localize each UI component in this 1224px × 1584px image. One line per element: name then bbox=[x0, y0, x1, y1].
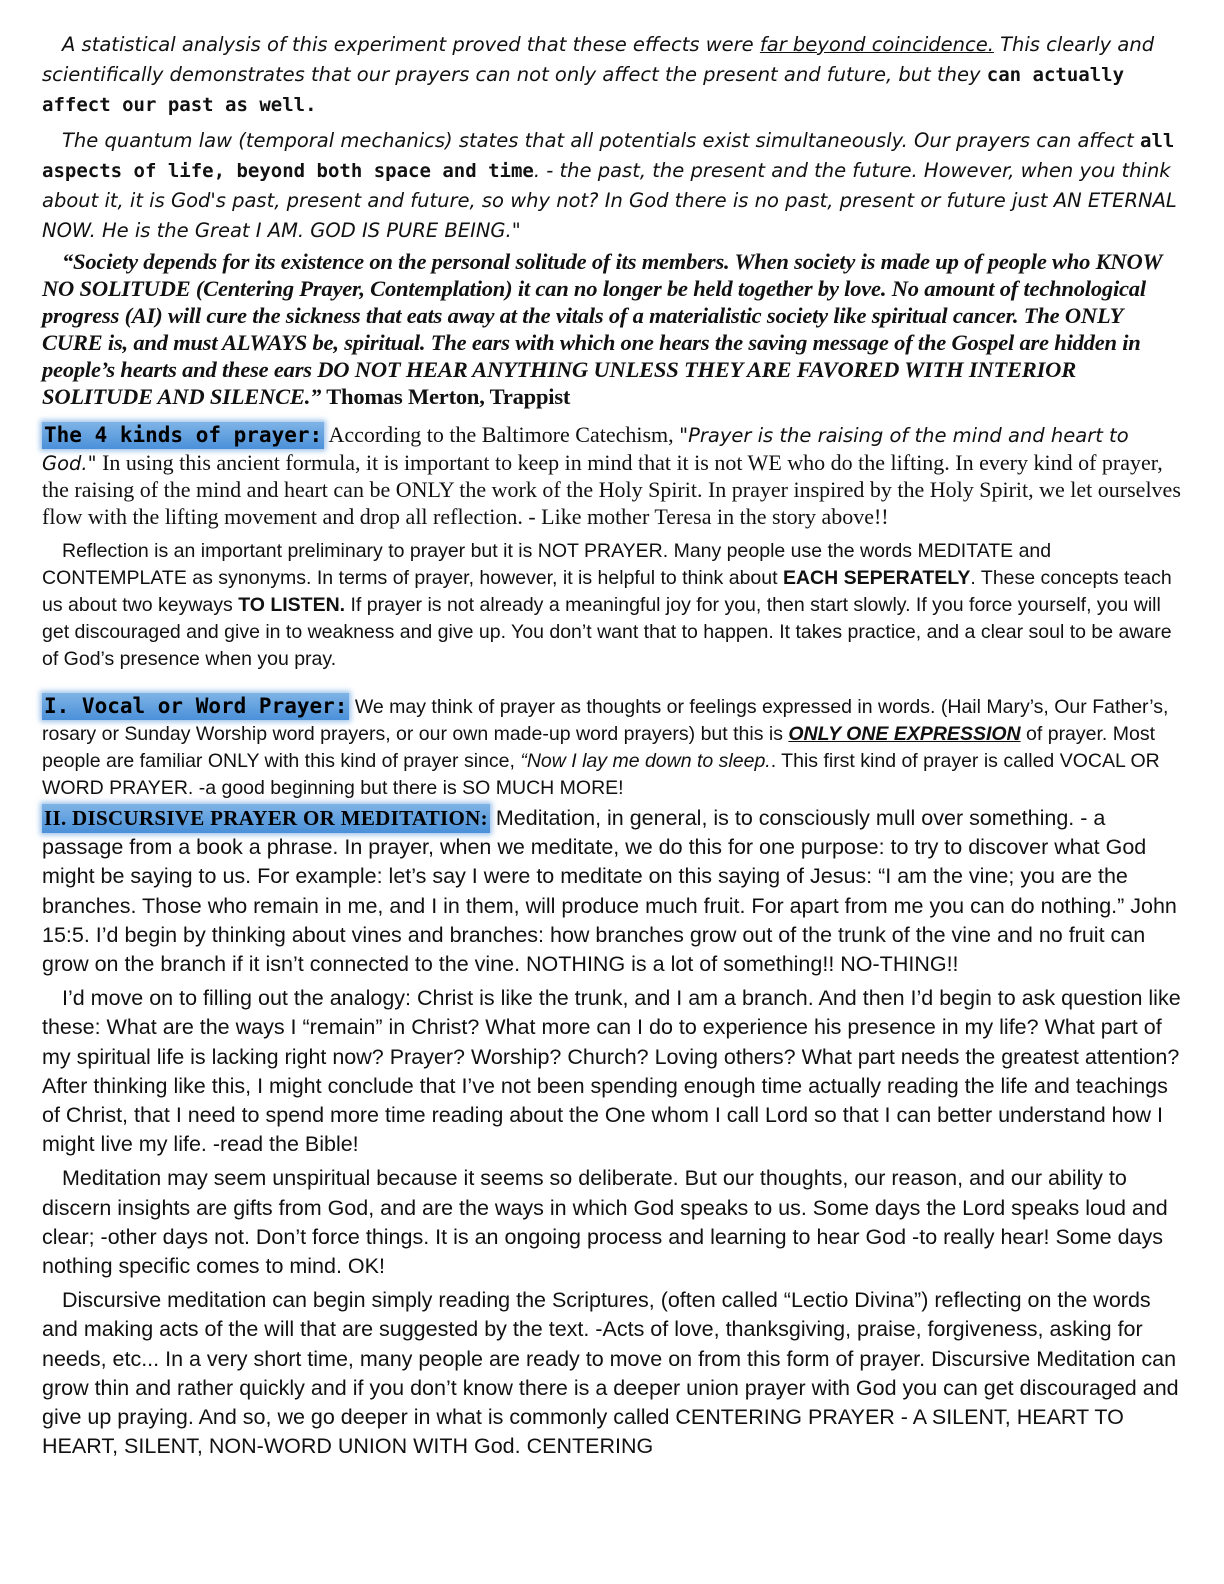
section-heading-four-kinds: The 4 kinds of prayer: bbox=[44, 423, 323, 447]
emphasis-text: ONLY ONE EXPRESSION bbox=[788, 723, 1021, 745]
quote-attribution: Thomas Merton, Trappist bbox=[321, 384, 571, 409]
catechism-quote: "Prayer is the raising of the mind and heart to God." bbox=[42, 424, 1129, 475]
underlined-text: far beyond coincidence. bbox=[759, 33, 994, 56]
document-page bbox=[42, 30, 1182, 1461]
text-span: . - the past, the present and the future. However, when you think about it, it is God's past, present and future, so why not? In God there is no past, present or future just AN ETERNAL NOW. He is the Great I AM. GOD IS PURE BEING." bbox=[42, 159, 1177, 242]
paragraph-four-kinds bbox=[42, 422, 1182, 530]
merton-quote bbox=[42, 248, 1182, 410]
bold-text: can actually affect our past as well bbox=[42, 64, 1125, 116]
bold-text: all aspects of life, beyond both space and time bbox=[42, 130, 1175, 182]
text-span: We may think of prayer as thoughts or feelings expressed in words. (Hail Mary’s, Our Father’s, rosary or Sunday Worship word prayers, or our own made-up word prayers) but this is bbox=[42, 696, 1169, 745]
bold-text: TO LISTEN. bbox=[238, 594, 346, 616]
text-span: According to the Baltimore Catechism, bbox=[324, 422, 680, 447]
text-span: This clearly and scientifically demonstrates that our prayers can not only affect the present and future, but they bbox=[42, 33, 1155, 86]
italic-quote: “Now I lay me down to sleep. bbox=[520, 750, 771, 772]
paragraph-quantum-law bbox=[42, 126, 1182, 246]
text-span: Reflection is an important preliminary to prayer but it is NOT PRAYER. Many people use the words MEDITATE and CONTEMPLATE as synonyms. In terms of prayer, however, it is helpful to think about bbox=[42, 540, 1052, 589]
paragraph-discursive-3: Meditation may seem unspiritual because it seems so deliberate. But our thoughts, our reason, and our ability to discern insights are gifts from God, and are the ways in which God speaks to us. Some days the Lord speaks loud and clear; -other days not. Don’t force things. It is an ongoing process and learning to hear God -to really hear! Some days nothing specific comes to mind. OK! bbox=[42, 1166, 1168, 1279]
text-span: . This first kind of prayer is called VOCAL OR WORD PRAYER. -a good beginning but there is SO MUCH MORE! bbox=[42, 750, 1160, 799]
paragraph-discursive-4: Discursive meditation can begin simply reading the Scriptures, (often called “Lectio Divina”) reflecting on the words and making acts of the will that are suggested by the text. -Acts of love, thanksgiving, praise, forgiveness, asking for needs, etc... In a very short time, many people are ready to move on from this form of prayer. Discursive Meditation can grow thin and rather quickly and if you don’t know there is a deeper union prayer with God you can get discouraged and give up praying. And so, we go deeper in what is commonly called CENTERING PRAYER - A SILENT, HEART TO HEART, SILENT, NON-WORD UNION WITH God. CENTERING bbox=[42, 1288, 1179, 1459]
text-span: The quantum law (temporal mechanics) states that all potentials exist simultaneously. Our prayers can affect bbox=[62, 129, 1141, 152]
text-span: of prayer. Most people are familiar ONLY with this kind of prayer since, bbox=[42, 723, 1156, 772]
bold-text: EACH SEPERATELY bbox=[782, 567, 971, 589]
text-span: If prayer is not already a meaningful joy for you, then start slowly. If you force yourself, you will get discouraged and give in to weakness and give up. You don’t want that to happen. It takes practice, and a clear soul to be aware of God’s presence when you pray. bbox=[42, 594, 1172, 670]
section-heading-vocal-prayer: I. Vocal or Word Prayer: bbox=[44, 694, 348, 718]
bold-text: . bbox=[305, 94, 317, 116]
paragraph-discursive-2: I’d move on to filling out the analogy: Christ is like the trunk, and I am a branch. And then I’d begin to ask question like these: What are the ways I “remain” in Christ? What more can I do to experience his presence in my life? What part of my spiritual life is lacking right now? Prayer? Worship? Church? Loving others? What part needs the greatest attention? After thinking like this, I might conclude that I’ve not been spending enough time actually reading the life and teachings of Christ, that I need to spend more time reading about the One whom I call Lord so that I can better understand how I might live my life. -read the Bible! bbox=[42, 986, 1181, 1157]
paragraph-statistical-analysis bbox=[42, 30, 1182, 120]
section-heading-discursive: II. DISCURSIVE PRAYER OR MEDITATION: bbox=[42, 804, 490, 833]
quote-text: “Society depends for its existence on the personal solitude of its members. When society is made up of people who KNOW NO SOLITUDE (Centering Prayer, Contemplation) it can no longer be held together by love. No amount of technological progress (AI) will cure the sickness that eats away at the vitals of a materialistic society like spiritual cancer. The ONLY CURE is, and must ALWAYS be, spiritual. The ears with which one hears the saving message of the Gospel are hidden in people’s hearts and these ears DO NOT HEAR ANYTHING UNLESS THEY ARE FAVORED WITH INTERIOR SOLITUDE AND SILENCE.” bbox=[42, 249, 1162, 409]
text-span: Meditation, in general, is to consciously mull over something. - a passage from a book a phrase. In prayer, when we meditate, we do this for one purpose: to try to discover what God might be saying to us. For example: let’s say I were to meditate on this saying of Jesus: “I am the vine; you are the branches. Those who remain in me, and I in them, will produce much fruit. For apart from me you can do nothing.” John 15:5. I’d begin by thinking about vines and branches: how branches grow out of the trunk of the vine and no fruit can grow on the branch if it isn’t connected to the vine. NOTHING is a lot of something!! NO-THING!! bbox=[42, 806, 1177, 977]
text-span: In using this ancient formula, it is important to keep in mind that it is not WE who do the lifting. In every kind of prayer, the raising of the mind and heart can be ONLY the work of the Holy Spirit. In prayer inspired by the Holy Spirit, we let ourselves flow with the lifting movement and drop all reflection. - Like mother Teresa in the story above!! bbox=[42, 449, 1181, 529]
text-span: A statistical analysis of this experiment proved that these effects were bbox=[62, 33, 760, 56]
paragraph-vocal-prayer bbox=[42, 693, 1182, 802]
paragraph-reflection bbox=[42, 538, 1182, 673]
paragraph-discursive-1 bbox=[42, 804, 1182, 979]
text-span: . These concepts teach us about two keyways bbox=[42, 567, 1172, 616]
